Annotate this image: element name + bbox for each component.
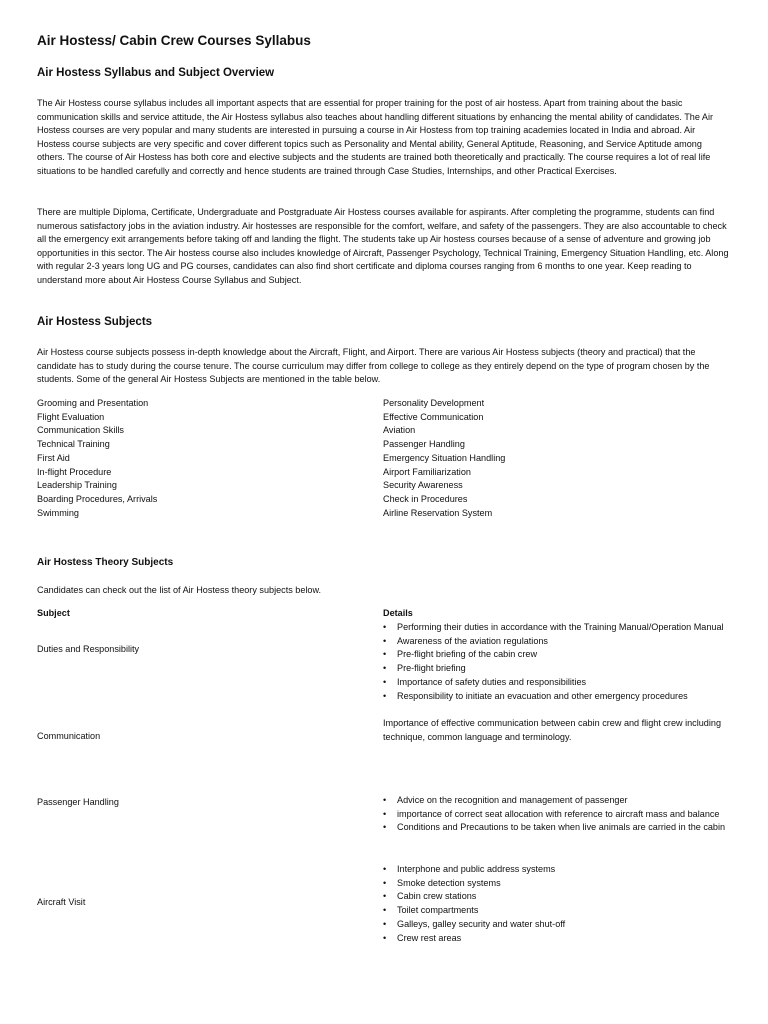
list-item: Boarding Procedures, Arrivals (37, 493, 158, 504)
row-details-passenger-handling (383, 794, 733, 835)
list-item: Effective Communication (383, 411, 484, 422)
list-item: Flight Evaluation (37, 411, 105, 422)
list-item: Grooming and Presentation (37, 398, 149, 408)
row-details-aircraft-visit (383, 863, 733, 945)
list-item: • Conditions and Precautions to be taken when live animals are carried in the cabin (383, 821, 733, 835)
list-item: Leadership Training (37, 480, 117, 491)
list-item: Emergency Situation Handling (383, 452, 506, 463)
list-item: • Responsibility to initiate an evacuation and other emergency procedures (383, 690, 733, 704)
list-item: First Aid (37, 452, 70, 463)
list-item: • Toilet compartments (383, 904, 733, 918)
list-item: • Performing their duties in accordance with the Training Manual/Operation Manual (383, 621, 733, 635)
list-item: • Smoke detection systems (383, 877, 733, 891)
list-item: • Advice on the recognition and management of passenger (383, 794, 733, 808)
theory-heading: Air Hostess Theory Subjects (37, 557, 174, 568)
row-details-duties (383, 621, 733, 703)
list-item: Airline Reservation System (383, 507, 493, 518)
table-header-details: Details (383, 608, 413, 618)
row-details-communication: Importance of effective communication between cabin crew and flight crew including technique, common language and terminology. (383, 718, 721, 742)
row-subject-duties: Duties and Responsibility (37, 644, 140, 654)
subjects-left-column (37, 397, 157, 520)
list-item: Communication Skills (37, 425, 124, 436)
list-item: • Crew rest areas (383, 932, 733, 946)
overview-heading: Air Hostess Syllabus and Subject Overview (37, 67, 275, 79)
table-header-subject: Subject (37, 608, 70, 618)
list-item: • Importance of safety duties and responsibilities (383, 676, 733, 690)
subjects-intro: Air Hostess course subjects possess in-depth knowledge about the Aircraft, Flight, and Airport. There are various Air Hostess subjects (theory and practical) that the candidate has to study during the course tenure. The course curriculum may differ from college to college as they entirely depend on the type of program chosen by the students. Some of the general Air Hostess Subjects are mentioned in the table below. (37, 347, 710, 385)
list-item: • Galleys, galley security and water shut-off (383, 918, 733, 932)
list-item: Personality Development (383, 398, 485, 408)
list-item: • Pre-flight briefing of the cabin crew (383, 648, 733, 662)
subjects-right-column (383, 397, 505, 520)
list-item: Aviation (383, 425, 416, 436)
row-subject-communication: Communication (37, 731, 101, 741)
overview-paragraph-1: The Air Hostess course syllabus includes all important aspects that are essential for proper training for the post of air hostess. Apart from training about the basic communication skills and service attitude, the Air Hostess syllabus also teaches about handling different situations by enhancing the mental ability of candidates. The Air Hostess courses are very popular and many students are interested in pursuing a course in Air Hostess from top training academies located in India and abroad. Air Hostess course subjects are very specific and cover different topics such as Personality and Mental ability, General Aptitude, Reasoning, and Service Aptitude among others. The course of Air Hostess has both core and elective subjects and the students are trained both theoretically and practically. The course requires a lot of real life situations to be handled carefully and correctly and hence students are trained through Case Studies, Internships, and other Practical Exercises. (37, 98, 714, 176)
theory-intro: Candidates can check out the list of Air Hostess theory subjects below. (37, 585, 322, 595)
document-title: Air Hostess/ Cabin Crew Courses Syllabus (37, 33, 311, 48)
list-item: • importance of correct seat allocation with reference to aircraft mass and balance (383, 808, 733, 822)
list-item: Passenger Handling (383, 439, 465, 450)
list-item: Technical Training (37, 439, 110, 450)
overview-paragraph-2: There are multiple Diploma, Certificate, Undergraduate and Postgraduate Air Hostess courses available for aspirants. After completing the programme, students can find numerous satisfactory jobs in the aviation industry. Air hostesses are responsible for the comfort, welfare, and safety of the passengers. They are also accountable to check all the emergency exit arrangements before taking off and landing the flight. The students take up Air hostess courses because of a sense of adventure and growing job opportunities in this sector. The Air hostess course also includes knowledge of Aircraft, Passenger Psychology, Technical Training, Emergency Situation Handling, etc. Along with regular 2-3 years long UG and PG courses, candidates can also find short certificate and diploma courses ranging from 6 months to one year. Keep reading to understand more about Air Hostess Course Syllabus and Subject. (37, 207, 729, 285)
list-item: Check in Procedures (383, 493, 468, 504)
list-item: • Cabin crew stations (383, 890, 733, 904)
list-item: Swimming (37, 507, 79, 518)
list-item: Airport Familiarization (383, 466, 471, 477)
row-subject-passenger-handling: Passenger Handling (37, 797, 119, 807)
list-item: In-flight Procedure (37, 466, 112, 477)
list-item: • Interphone and public address systems (383, 863, 733, 877)
list-item: Security Awareness (383, 480, 463, 491)
list-item: • Awareness of the aviation regulations (383, 635, 733, 649)
subjects-heading: Air Hostess Subjects (37, 316, 153, 328)
row-subject-aircraft-visit: Aircraft Visit (37, 897, 86, 907)
list-item: • Pre-flight briefing (383, 662, 733, 676)
